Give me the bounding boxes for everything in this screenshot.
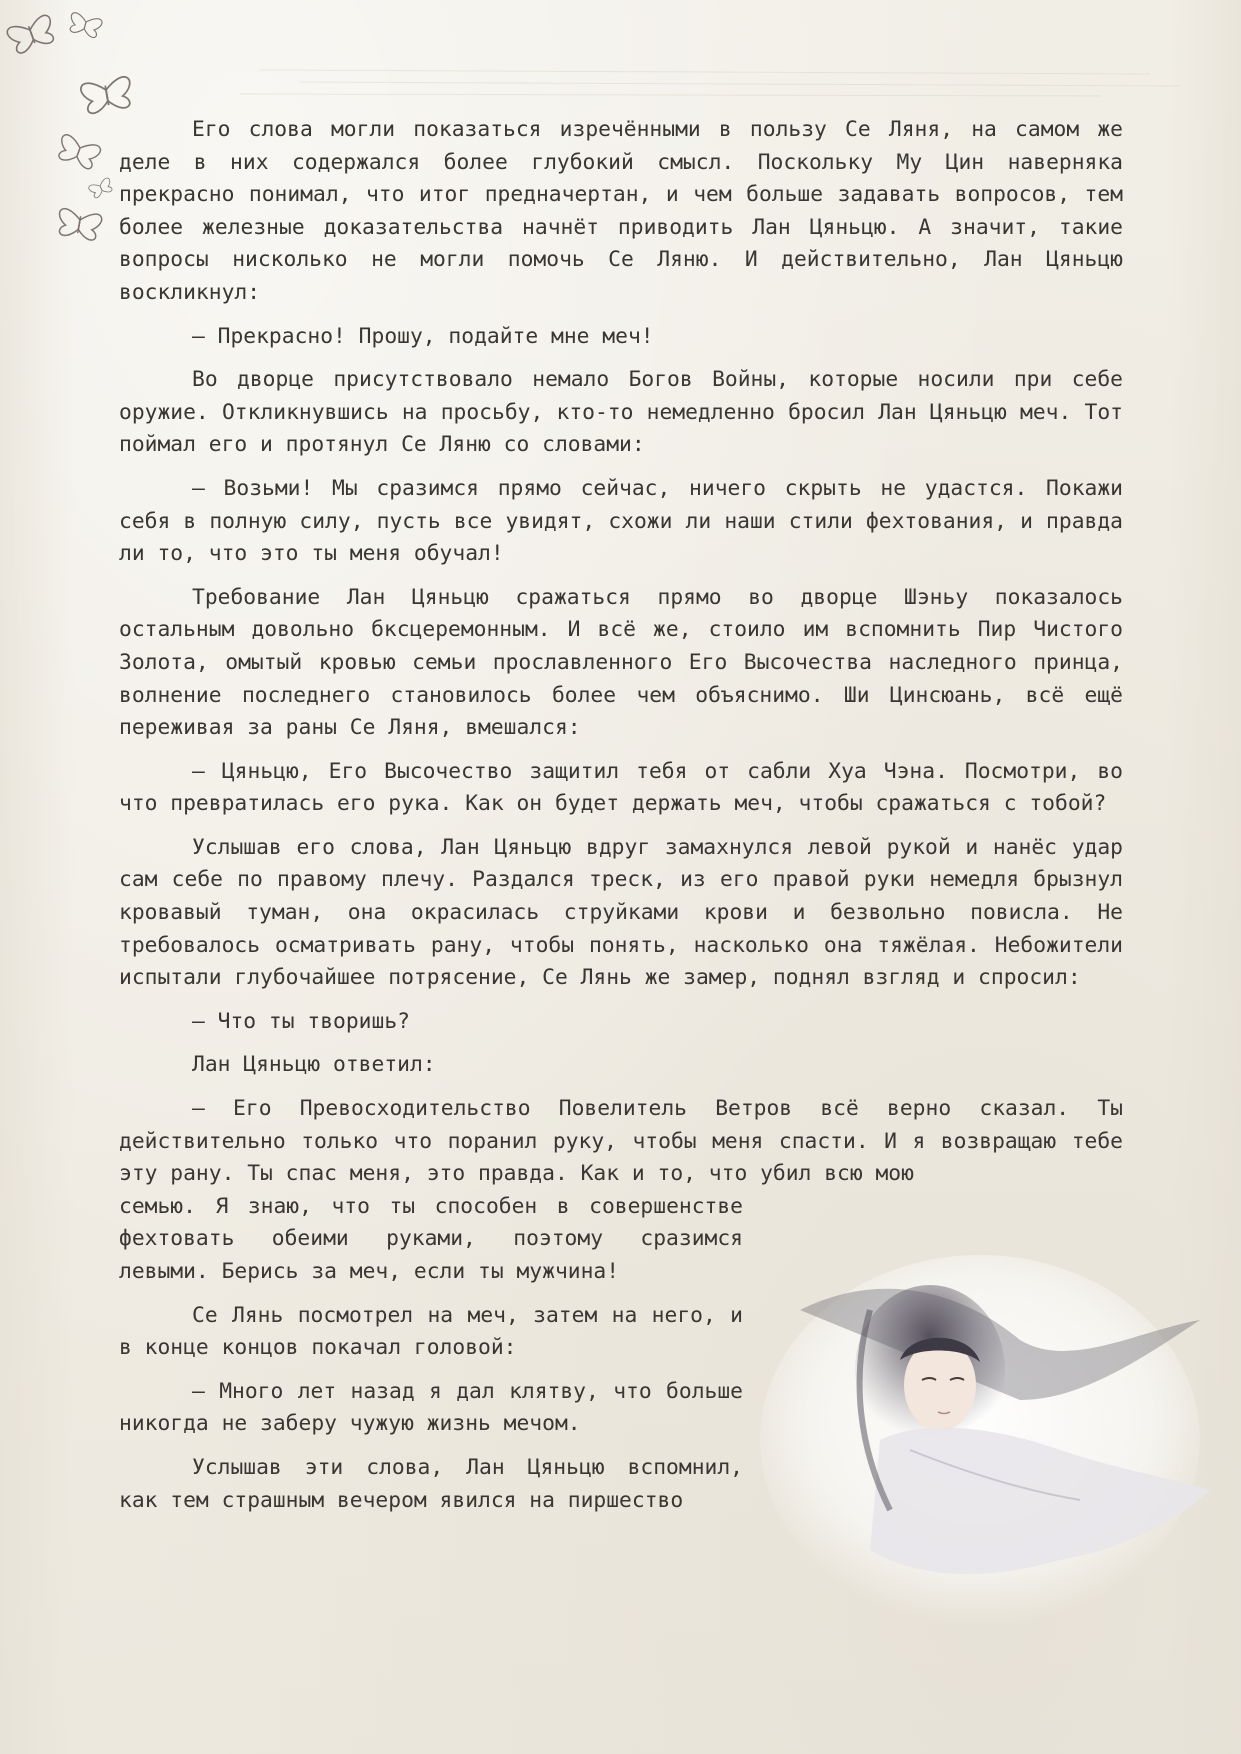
paragraph: — Много лет назад я дал клятву, что больше никогда не заберу чужую жизнь мечом. [119,1378,743,1437]
paragraph: Услышав эти слова, Лан Цяньцю вспомнил, как тем страшным вечером явился на пиршество [119,1454,743,1513]
paragraph: — Что ты творишь? [192,1008,410,1034]
paragraph: — Цяньцю, Его Высочество защитил тебя от сабли Хуа Чэна. Посмотри, во что превратилась его рука. Как он будет держать меч, чтобы сражаться с тобой? [119,758,1123,817]
paragraph: — Возьми! Мы сразимся прямо сейчас, ничего скрыть не удастся. Покажи себя в полную силу, пусть все увидят, схожи ли наши стили фехтования, и правда ли то, что это ты меня обучал! [119,475,1123,567]
narrow-column [119,1191,743,1517]
paragraph: Во дворце присутствовало немало Богов Войны, которые носили при себе оружие. Откликнувшись на просьбу, кто-то немедленно бросил Лан Цяньцю меч. Тот поймал его и протянул Се Ляню со словами: [119,367,1123,458]
paragraph: Се Лянь посмотрел на меч, затем на него, и в конце концов покачал головой: [119,1302,743,1361]
paragraph: Лан Цяньцю ответил: [192,1052,436,1078]
paragraph: Услышав его слова, Лан Цяньцю вдруг замахнулся левой рукой и нанёс удар сам себе по правому плечу. Раздался треск, из его правой руки немедля брызнул кровавый туман, она окрасилась струйками крови и безвольно повисла. Не требовалось осматривать рану, чтобы понять, насколько она тяжёлая. Небожители испытали глубочайшее потрясение, Се Лянь же замер, поднял взгляд и спросил: [119,834,1123,991]
paragraph-continuation: семью. Я знаю, что ты способен в совершенстве фехтовать обеими руками, поэтому сразимся левыми. Берись за меч, если ты мужчина! [119,1193,743,1284]
paragraph: Требование Лан Цяньцю сражаться прямо во дворце Шэньу показалось остальным довольно бксцеремонным. И всё же, стоило им вспомнить Пир Чистого Золота, омытый кровью семьи прославленного Его Высочества наследного принца, волнение последнего становилось более чем объяснимо. Ши Цинсюань, всё ещё переживая за раны Се Ляня, вмешался: [119,584,1123,741]
character-illustration [760,1250,1220,1630]
paragraph: Его слова могли показаться изречёнными в пользу Се Ляня, на самом же деле в них содержался более глубокий смысл. Поскольку Му Цин наверняка прекрасно понимал, что итог предначертан, и чем больше задавать вопросов, тем более железные доказательства начнёт приводить Лан Цяньцю. А значит, такие вопросы нисколько не могли помочь Се Ляню. И действительно, Лан Цяньцю воскликнул: [119,117,1123,305]
butterfly-icon [6,12,134,242]
paragraph: — Его Превосходительство Повелитель Ветров всё верно сказал. Ты действительно только что поранил руку, чтобы меня спасти. И я возвращаю тебе эту рану. Ты спас меня, это правда. Как и то, что убил всю мою [119,1096,1123,1187]
paragraph: — Прекрасно! Прошу, подайте мне меч! [192,323,654,349]
